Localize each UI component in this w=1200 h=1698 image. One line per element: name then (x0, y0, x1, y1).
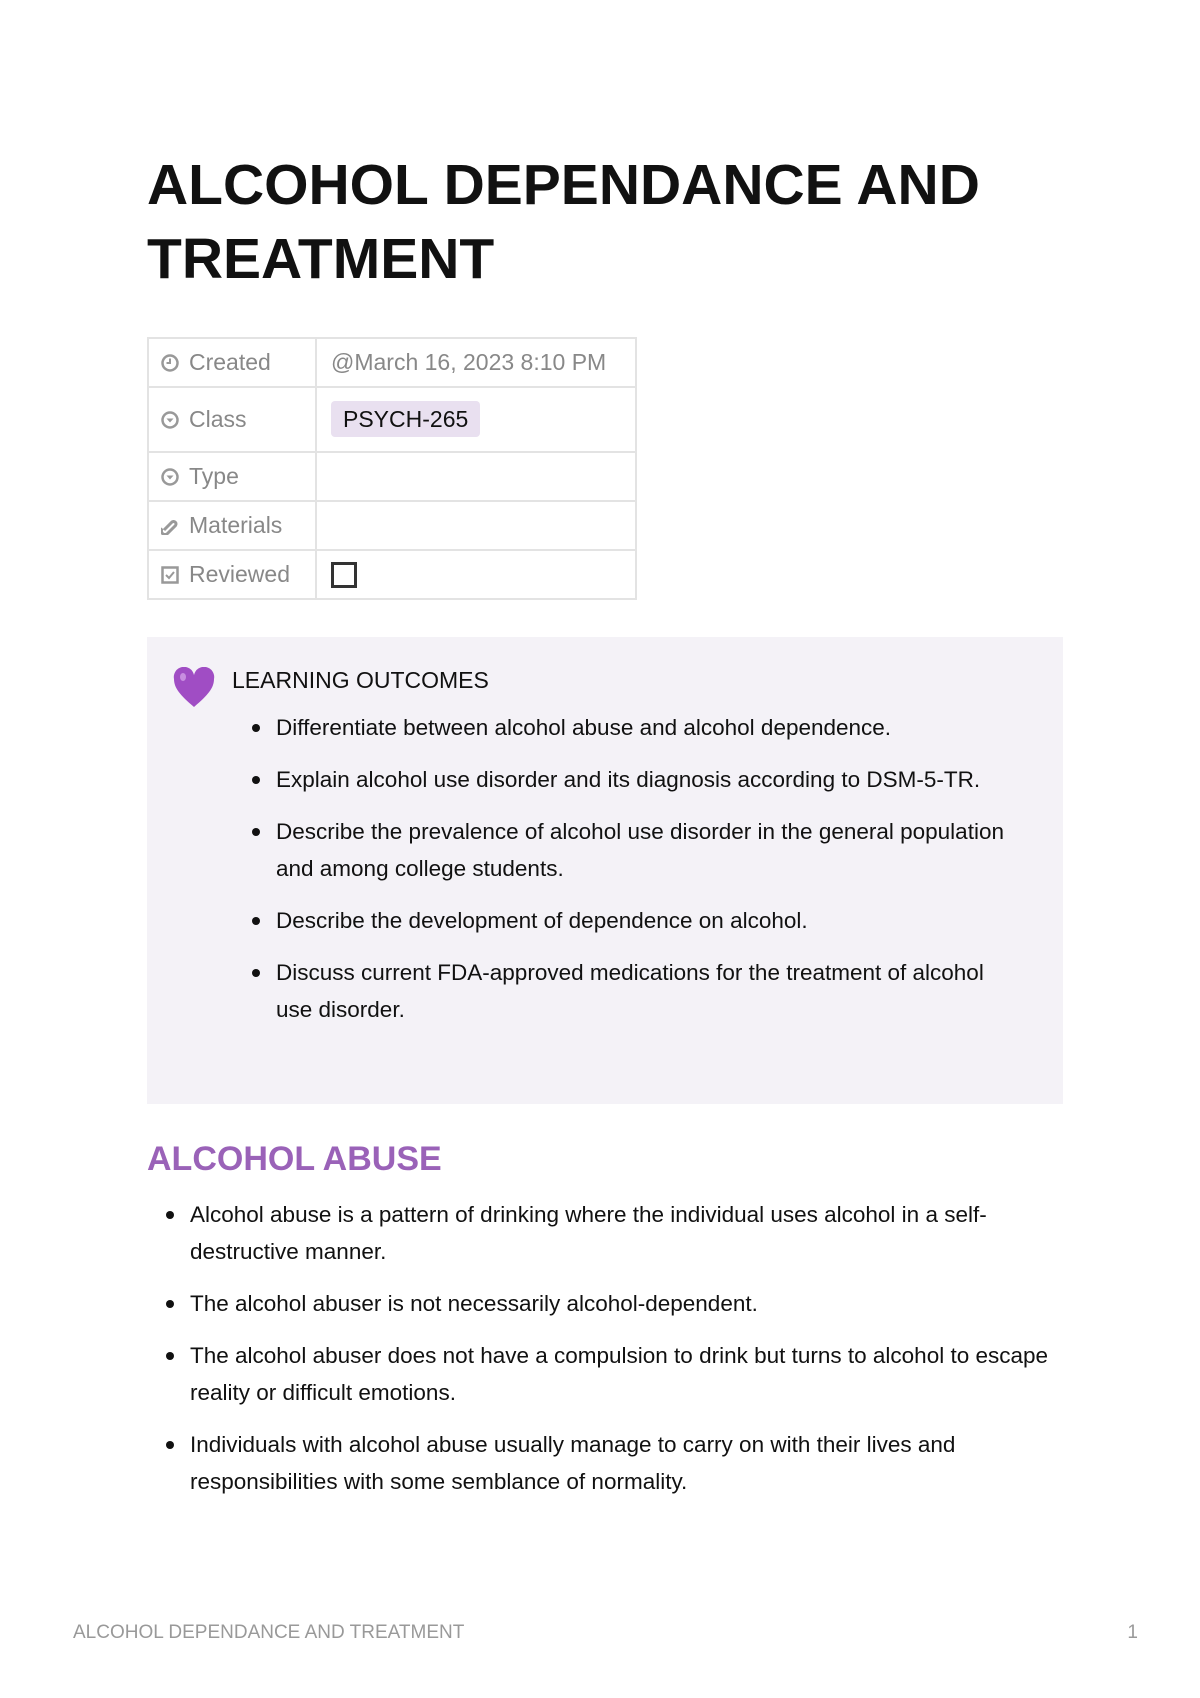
clock-icon (161, 354, 179, 372)
list-item: Describe the prevalence of alcohol use disorder in the general population and among college students. (276, 813, 1016, 887)
select-icon (161, 468, 179, 486)
property-row-class (148, 387, 636, 452)
list-item: Individuals with alcohol abuse usually manage to carry on with their lives and responsibilities with some semblance of normality. (190, 1426, 1070, 1500)
paperclip-icon (161, 517, 179, 535)
purple-heart-icon (172, 667, 216, 709)
property-label: Materials (189, 512, 283, 538)
page-number: 1 (1127, 1622, 1138, 1643)
list-item: Describe the development of dependence on alcohol. (276, 902, 1016, 939)
list-item: Explain alcohol use disorder and its diagnosis according to DSM-5-TR. (276, 761, 1016, 798)
property-row-materials (148, 501, 636, 550)
materials-value[interactable] (316, 501, 636, 550)
page-title: ALCOHOL DEPENDANCE AND TREATMENT (147, 153, 980, 291)
reviewed-checkbox[interactable] (331, 562, 357, 588)
property-label: Reviewed (189, 561, 290, 587)
list-item: Discuss current FDA-approved medications for the treatment of alcohol use disorder. (276, 954, 1016, 1028)
callout-title: LEARNING OUTCOMES (232, 667, 489, 693)
list-item: Alcohol abuse is a pattern of drinking where the individual uses alcohol in a self-destructive manner. (190, 1196, 1070, 1270)
section-heading: ALCOHOL ABUSE (147, 1140, 442, 1178)
select-icon (161, 411, 179, 429)
type-value[interactable] (316, 452, 636, 501)
alcohol-abuse-list (190, 1196, 1070, 1515)
property-label: Type (189, 463, 239, 489)
properties-table (147, 337, 637, 600)
learning-outcomes-callout (147, 637, 1063, 1104)
page-footer-title: ALCOHOL DEPENDANCE AND TREATMENT (73, 1622, 465, 1643)
class-tag[interactable]: PSYCH-265 (331, 401, 480, 437)
property-label: Created (189, 349, 271, 375)
list-item: The alcohol abuser does not have a compulsion to drink but turns to alcohol to escape reality or difficult emotions. (190, 1337, 1070, 1411)
property-row-reviewed (148, 550, 636, 599)
list-item: Differentiate between alcohol abuse and alcohol dependence. (276, 709, 1016, 746)
property-row-created (148, 338, 636, 387)
property-row-type (148, 452, 636, 501)
list-item: The alcohol abuser is not necessarily alcohol-dependent. (190, 1285, 1070, 1322)
checkbox-icon (161, 566, 179, 584)
created-value: @March 16, 2023 8:10 PM (331, 349, 607, 375)
property-label: Class (189, 406, 247, 432)
learning-outcomes-list (276, 709, 1016, 1043)
